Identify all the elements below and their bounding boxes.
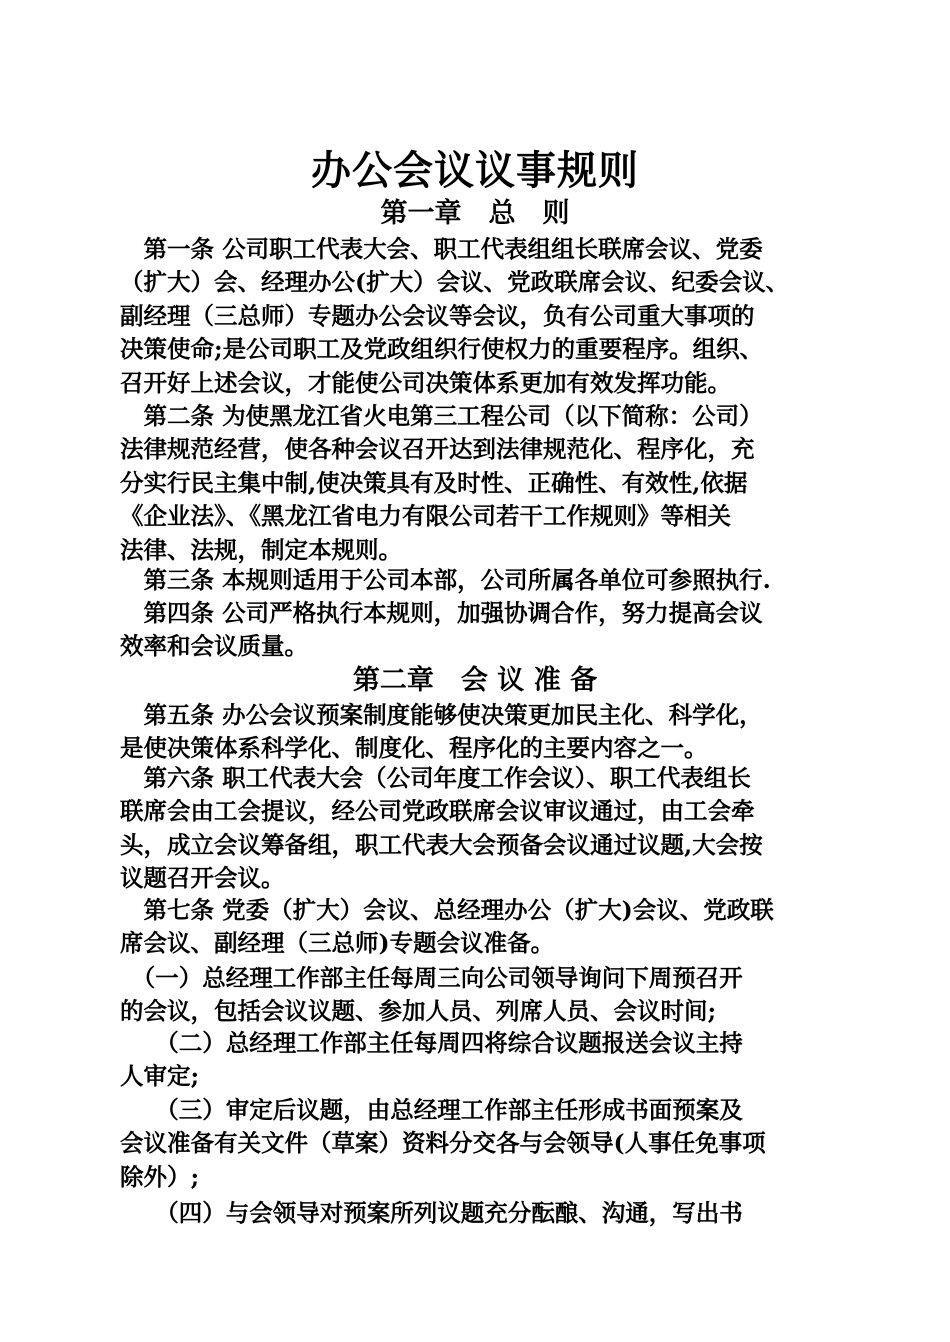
text-line: 分实行民主集中制,使决策具有及时性、正确性、有效性,依据 xyxy=(120,468,748,497)
text-line: 头，成立会议筹备组，职工代表大会预备会议通过议题,大会按 xyxy=(120,830,763,859)
text-line: 联席会由工会提议，经公司党政联席会议审议通过，由工会牵 xyxy=(120,797,755,826)
text-line: 召开好上述会议，才能使公司决策体系更加有效发挥功能。 xyxy=(120,368,731,397)
text-line: 副经理（三总师）专题办公会议等会议，负有公司重大事项的 xyxy=(120,301,755,330)
text-line: 第三条 本规则适用于公司本部，公司所属各单位可参照执行. xyxy=(120,566,771,594)
chapter-heading-1: 第一章 总 则 xyxy=(380,198,570,229)
text-line: 第六条 职工代表大会（公司年度工作会议）、职工代表组长 xyxy=(120,764,751,792)
text-line: 法律规范经营，使各种会议召开达到法律规范化、程序化，充 xyxy=(120,435,755,464)
text-line: 第七条 党委（扩大）会议、总经理办公（扩大)会议、党政联 xyxy=(120,896,774,924)
text-line: （四）与会领导对预案所列议题充分酝酿、沟通，写出书 xyxy=(120,1199,743,1227)
clause-3 xyxy=(120,1094,840,1194)
text-line: 人审定; xyxy=(120,1062,200,1091)
text-line: 效率和会议质量。 xyxy=(120,632,308,661)
text-line: （一）总经理工作部主任每周三向公司领导询问下周预召开 xyxy=(120,964,743,992)
article-2 xyxy=(120,400,840,567)
text-line: 席会议、副经理（三总师)专题会议准备。 xyxy=(120,929,555,958)
text-line: 第一条 公司职工代表大会、职工代表组组长联席会议、党委 xyxy=(120,235,763,263)
text-line: 议题召开会议。 xyxy=(120,864,285,893)
text-line: （二）总经理工作部主任每周四将综合议题报送会议主持 xyxy=(120,1029,743,1057)
article-1 xyxy=(120,233,840,400)
text-line: 决策使命;是公司职工及党政组织行使权力的重要程序。组织、 xyxy=(120,335,764,364)
text-line: （三）审定后议题，由总经理工作部主任形成书面预案及 xyxy=(120,1096,743,1124)
text-line: 第五条 办公会议预案制度能够使决策更加民主化、科学化， xyxy=(120,701,763,729)
clause-4 xyxy=(120,1197,840,1230)
text-line: 是使决策体系科学化、制度化、程序化的主要内容之一。 xyxy=(120,734,708,763)
text-line: 的会议，包括会议议题、参加人员、列席人员、会议时间; xyxy=(120,997,717,1026)
article-4 xyxy=(120,597,840,664)
text-line: （扩大）会、经理办公(扩大）会议、党政联席会议、纪委会议、 xyxy=(120,268,790,297)
article-7 xyxy=(120,894,840,961)
article-6 xyxy=(120,762,840,896)
article-5 xyxy=(120,699,840,766)
chapter-heading-2: 第二章 会 议 准 备 xyxy=(352,665,598,696)
text-line: 会议准备有关文件（草案）资料分交各与会领导(人事任免事项 xyxy=(120,1129,766,1158)
text-line: 《企业法》、《黑龙江省电力有限公司若干工作规则》等相关 xyxy=(120,502,731,531)
text-line: 除外）; xyxy=(120,1162,200,1191)
article-3 xyxy=(120,564,840,597)
document-title: 办公会议议事规则 xyxy=(311,147,639,194)
text-line: 第四条 公司严格执行本规则，加强协调合作，努力提高会议 xyxy=(120,599,763,627)
clause-2 xyxy=(120,1027,840,1094)
text-line: 法律、法规，制定本规则。 xyxy=(120,535,402,564)
text-line: 第二条 为使黑龙江省火电第三工程公司（以下简称：公司） xyxy=(120,402,763,430)
clause-1 xyxy=(120,962,840,1029)
